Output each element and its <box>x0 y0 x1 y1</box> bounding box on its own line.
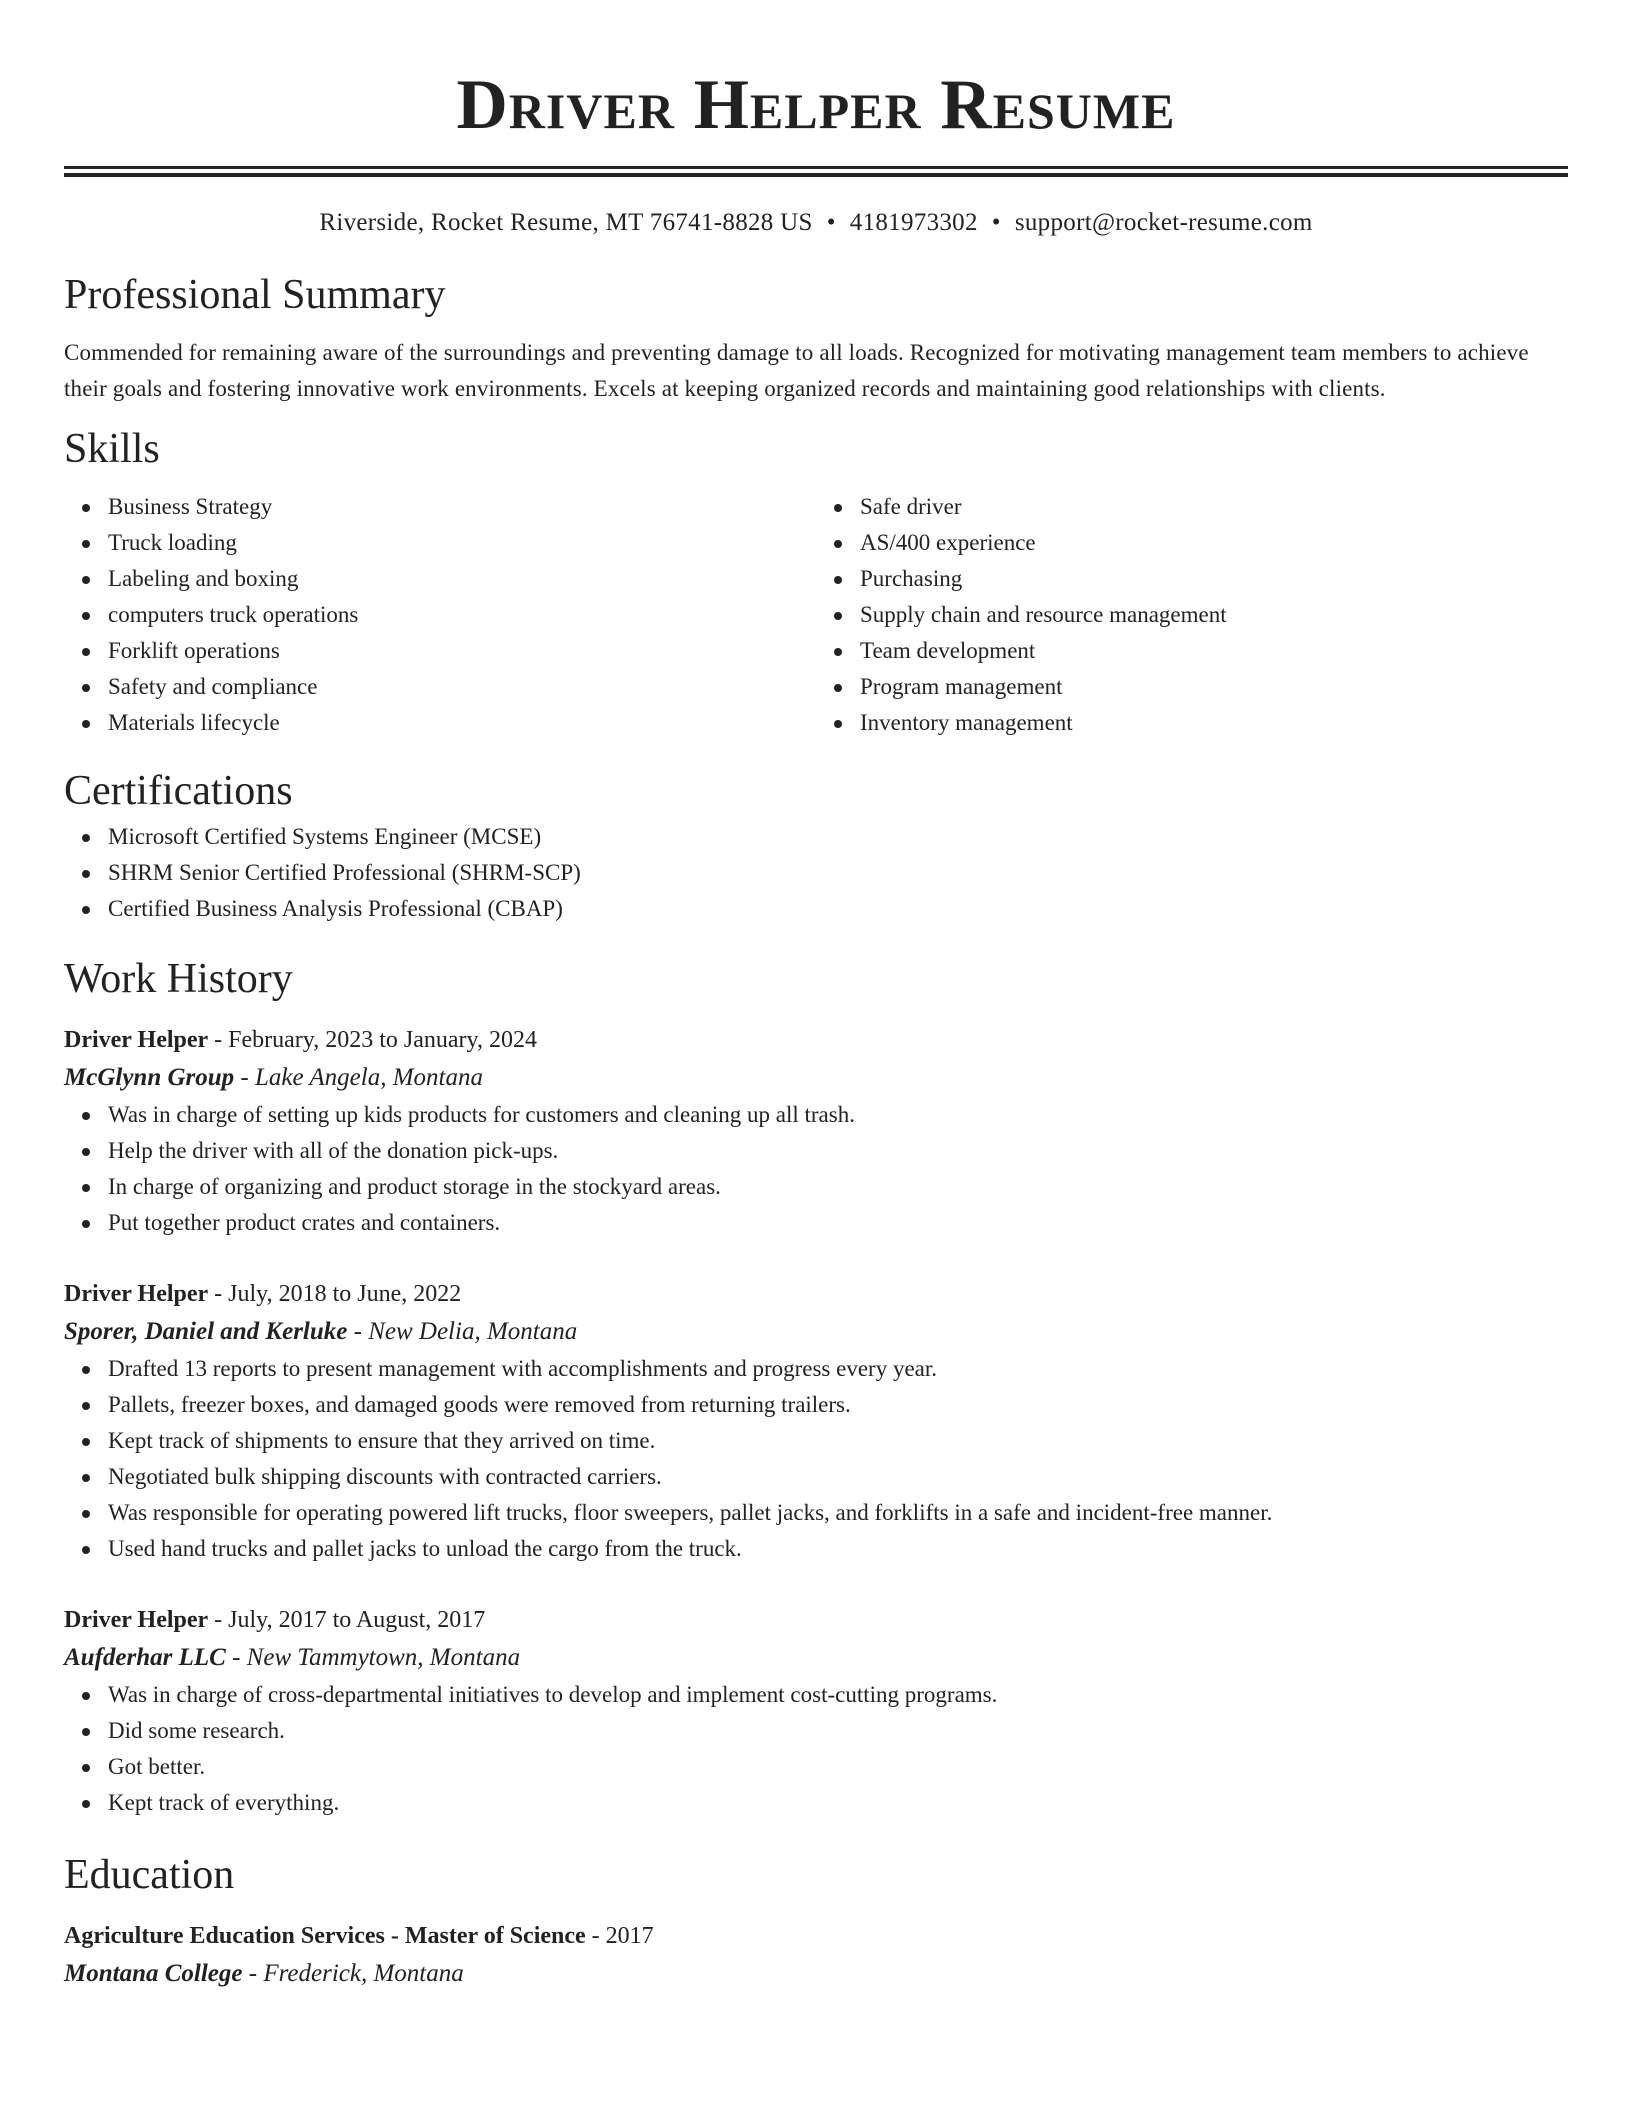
job-title-line <box>64 1601 1568 1639</box>
job-bullets <box>64 1351 1568 1567</box>
job-company-line <box>64 1313 1568 1351</box>
skills-heading: Skills <box>64 426 160 472</box>
skill-item: computers truck operations <box>108 597 816 633</box>
skill-item: Supply chain and resource management <box>860 597 1568 633</box>
job-bullet: Help the driver with all of the donation pick-ups. <box>108 1133 1568 1169</box>
job-company-line <box>64 1639 1568 1677</box>
skill-item: Program management <box>860 669 1568 705</box>
job-location: - New Tammytown, Montana <box>225 1644 521 1671</box>
skill-item: Safe driver <box>860 489 1568 525</box>
skills-column-left <box>64 489 816 741</box>
skill-item: Team development <box>860 633 1568 669</box>
job-bullet: Drafted 13 reports to present management with accomplishments and progress every year. <box>108 1351 1568 1387</box>
contact-line <box>64 205 1568 241</box>
job-bullets <box>64 1097 1568 1241</box>
certification-item: Certified Business Analysis Professional (CBAP) <box>108 891 1568 927</box>
job-entry <box>64 1601 1568 1821</box>
education-year: - 2017 <box>585 1923 654 1949</box>
job-title-line <box>64 1275 1568 1313</box>
job-location: - New Delia, Montana <box>347 1318 578 1345</box>
job-bullet: Was in charge of cross-departmental initiatives to develop and implement cost-cutting programs. <box>108 1677 1568 1713</box>
skill-item: Truck loading <box>108 525 816 561</box>
skill-item: Purchasing <box>860 561 1568 597</box>
job-bullet: Kept track of everything. <box>108 1785 1568 1821</box>
education-degree: Agriculture Education Services - Master of Science <box>64 1923 586 1949</box>
certification-item: SHRM Senior Certified Professional (SHRM-SCP) <box>108 855 1568 891</box>
job-dates: - July, 2017 to August, 2017 <box>208 1607 486 1633</box>
title-divider <box>64 166 1568 177</box>
job-bullet: Put together product crates and containers. <box>108 1205 1568 1241</box>
contact-separator: • <box>826 209 836 236</box>
contact-phone: 4181973302 <box>849 209 978 236</box>
summary-text: Commended for remaining aware of the surroundings and preventing damage to all loads. Recognized for motivating management team members to achieve their goals and fostering innovative work environments. Excels at keeping organized records and maintaining good relationships with clients. <box>64 340 1529 401</box>
skills-columns <box>64 489 1568 741</box>
job-company: McGlynn Group <box>64 1064 235 1091</box>
skill-item: Materials lifecycle <box>108 705 816 741</box>
skill-item: Business Strategy <box>108 489 816 525</box>
job-dates: - February, 2023 to January, 2024 <box>208 1027 537 1053</box>
job-bullet: Used hand trucks and pallet jacks to unload the cargo from the truck. <box>108 1531 1568 1567</box>
education-degree-line <box>64 1917 1568 1955</box>
certifications-list <box>64 819 1568 927</box>
skills-list-left <box>64 489 816 741</box>
job-entry <box>64 1021 1568 1241</box>
certification-item: Microsoft Certified Systems Engineer (MCSE) <box>108 819 1568 855</box>
skills-column-right <box>816 489 1568 741</box>
job-bullet: Was responsible for operating powered lift trucks, floor sweepers, pallet jacks, and forklifts in a safe and incident-free manner. <box>108 1495 1568 1531</box>
contact-separator: • <box>991 209 1001 236</box>
skill-item: AS/400 experience <box>860 525 1568 561</box>
job-bullets <box>64 1677 1568 1821</box>
job-title-line <box>64 1021 1568 1059</box>
job-dates: - July, 2018 to June, 2022 <box>208 1281 462 1307</box>
skill-item: Safety and compliance <box>108 669 816 705</box>
job-bullet: Kept track of shipments to ensure that they arrived on time. <box>108 1423 1568 1459</box>
summary-heading: Professional Summary <box>64 272 446 318</box>
job-role: Driver Helper <box>64 1281 209 1307</box>
education-school-line <box>64 1955 1568 1993</box>
job-bullet: Pallets, freezer boxes, and damaged goods were removed from returning trailers. <box>108 1387 1568 1423</box>
skills-list-right <box>816 489 1568 741</box>
job-company-line <box>64 1059 1568 1097</box>
resume-page <box>64 0 1568 1993</box>
job-company: Sporer, Daniel and Kerluke <box>64 1318 348 1345</box>
education-school: Montana College <box>64 1960 243 1987</box>
work-history-heading: Work History <box>64 956 293 1002</box>
education-heading: Education <box>64 1852 235 1898</box>
education-location: - Frederick, Montana <box>242 1960 464 1987</box>
skill-item: Labeling and boxing <box>108 561 816 597</box>
job-bullet: Did some research. <box>108 1713 1568 1749</box>
job-location: - Lake Angela, Montana <box>234 1064 483 1091</box>
skill-item: Forklift operations <box>108 633 816 669</box>
skill-item: Inventory management <box>860 705 1568 741</box>
job-role: Driver Helper <box>64 1607 209 1633</box>
certifications-heading: Certifications <box>64 768 293 814</box>
contact-email: support@rocket-resume.com <box>1014 209 1313 236</box>
job-bullet: Was in charge of setting up kids products for customers and cleaning up all trash. <box>108 1097 1568 1133</box>
contact-address: Riverside, Rocket Resume, MT 76741-8828 US <box>319 209 813 236</box>
job-bullet: Got better. <box>108 1749 1568 1785</box>
job-entry <box>64 1275 1568 1567</box>
job-company: Aufderhar LLC <box>64 1644 226 1671</box>
job-bullet: In charge of organizing and product storage in the stockyard areas. <box>108 1169 1568 1205</box>
job-role: Driver Helper <box>64 1027 209 1053</box>
resume-title: Driver Helper Resume <box>456 66 1176 144</box>
job-bullet: Negotiated bulk shipping discounts with contracted carriers. <box>108 1459 1568 1495</box>
